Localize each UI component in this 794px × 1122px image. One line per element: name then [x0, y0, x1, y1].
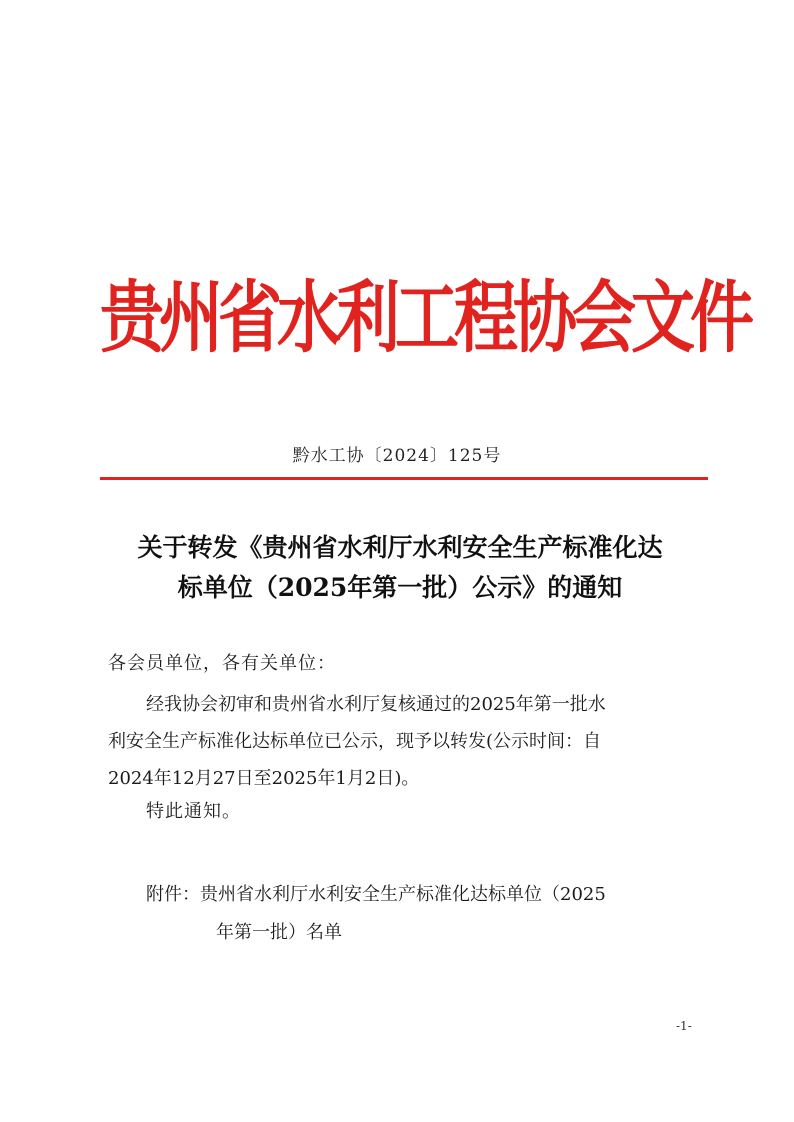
document-number: 黔水工协〔2024〕125号: [292, 446, 502, 466]
attachment-note: [146, 876, 706, 952]
masthead-title: 贵州省水利工程协会文件: [100, 272, 749, 364]
body-line-2: 利安全生产标准化达标单位已公示，现予以转发(公示时间：自: [108, 731, 602, 752]
body-line-1: 经我协会初审和贵州省水利厅复核通过的2025年第一批水: [146, 694, 606, 715]
notice-title-line-2: 标单位（2025年第一批）公示》的通知: [177, 573, 623, 602]
body-line-3: 2024年12月27日至2025年1月2日)。: [108, 768, 420, 789]
attachment-line-2: 年第一批）名单: [216, 922, 342, 943]
page-number: -1-: [676, 1019, 692, 1033]
notice-title: [100, 528, 700, 608]
closing-remark: 特此通知。: [146, 801, 241, 822]
red-divider-line: [100, 477, 708, 480]
attachment-line-1: 附件：贵州省水利厅水利安全生产标准化达标单位（2025: [146, 884, 606, 905]
body-paragraph: [108, 686, 698, 797]
salutation: 各会员单位，各有关单位：: [108, 653, 336, 674]
notice-title-line-1: 关于转发《贵州省水利厅水利安全生产标准化达: [137, 533, 663, 562]
